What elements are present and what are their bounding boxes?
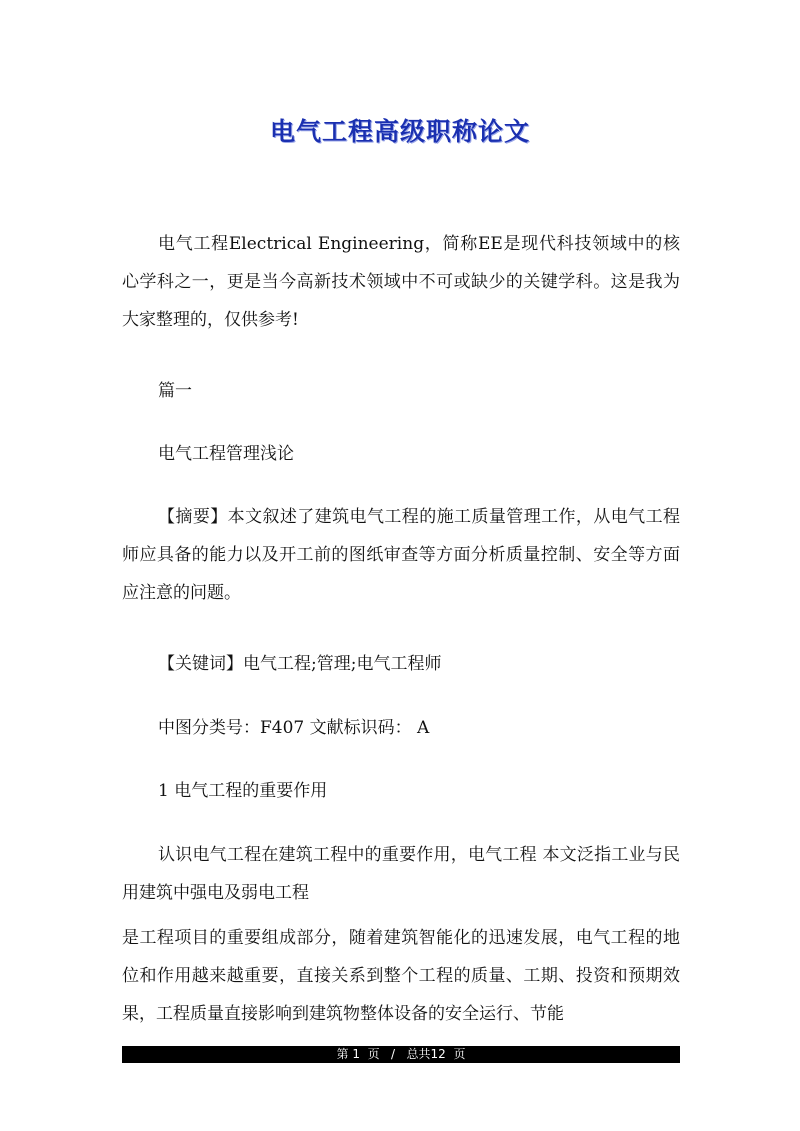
section-heading: 1 电气工程的重要作用 <box>158 781 328 801</box>
abstract-paragraph: 【摘要】本文叙述了建筑电气工程的施工质量管理工作，从电气工程师应具备的能力以及开工前的图纸审查等方面分析质量控制、安全等方面应注意的问题。 <box>122 507 680 603</box>
page-footer: 第 1 页 / 总共12 页 <box>122 1046 680 1063</box>
article-title: 电气工程管理浅论 <box>158 444 294 464</box>
body-paragraph-1: 认识电气工程在建筑工程中的重要作用，电气工程 本文泛指工业与民用建筑中强电及弱电工程 <box>122 845 680 903</box>
document-title: 电气工程高级职称论文 <box>269 117 530 146</box>
part-label: 篇一 <box>158 381 192 401</box>
keywords-line: 【关键词】电气工程;管理;电气工程师 <box>158 654 442 674</box>
classification-line: 中图分类号：F407 文献标识码： A <box>158 718 430 738</box>
intro-paragraph: 电气工程Electrical Engineering，简称EE是现代科技领域中的核心学科之一，更是当今高新技术领域中不可或缺少的关键学科。这是我为大家整理的，仅供参考! <box>122 234 680 330</box>
body-paragraph-2: 是工程项目的重要组成部分，随着建筑智能化的迅速发展，电气工程的地位和作用越来越重要，直接关系到整个工程的质量、工期、投资和预期效果，工程质量直接影响到建筑物整体设备的安全运行、节能 <box>122 928 680 1024</box>
